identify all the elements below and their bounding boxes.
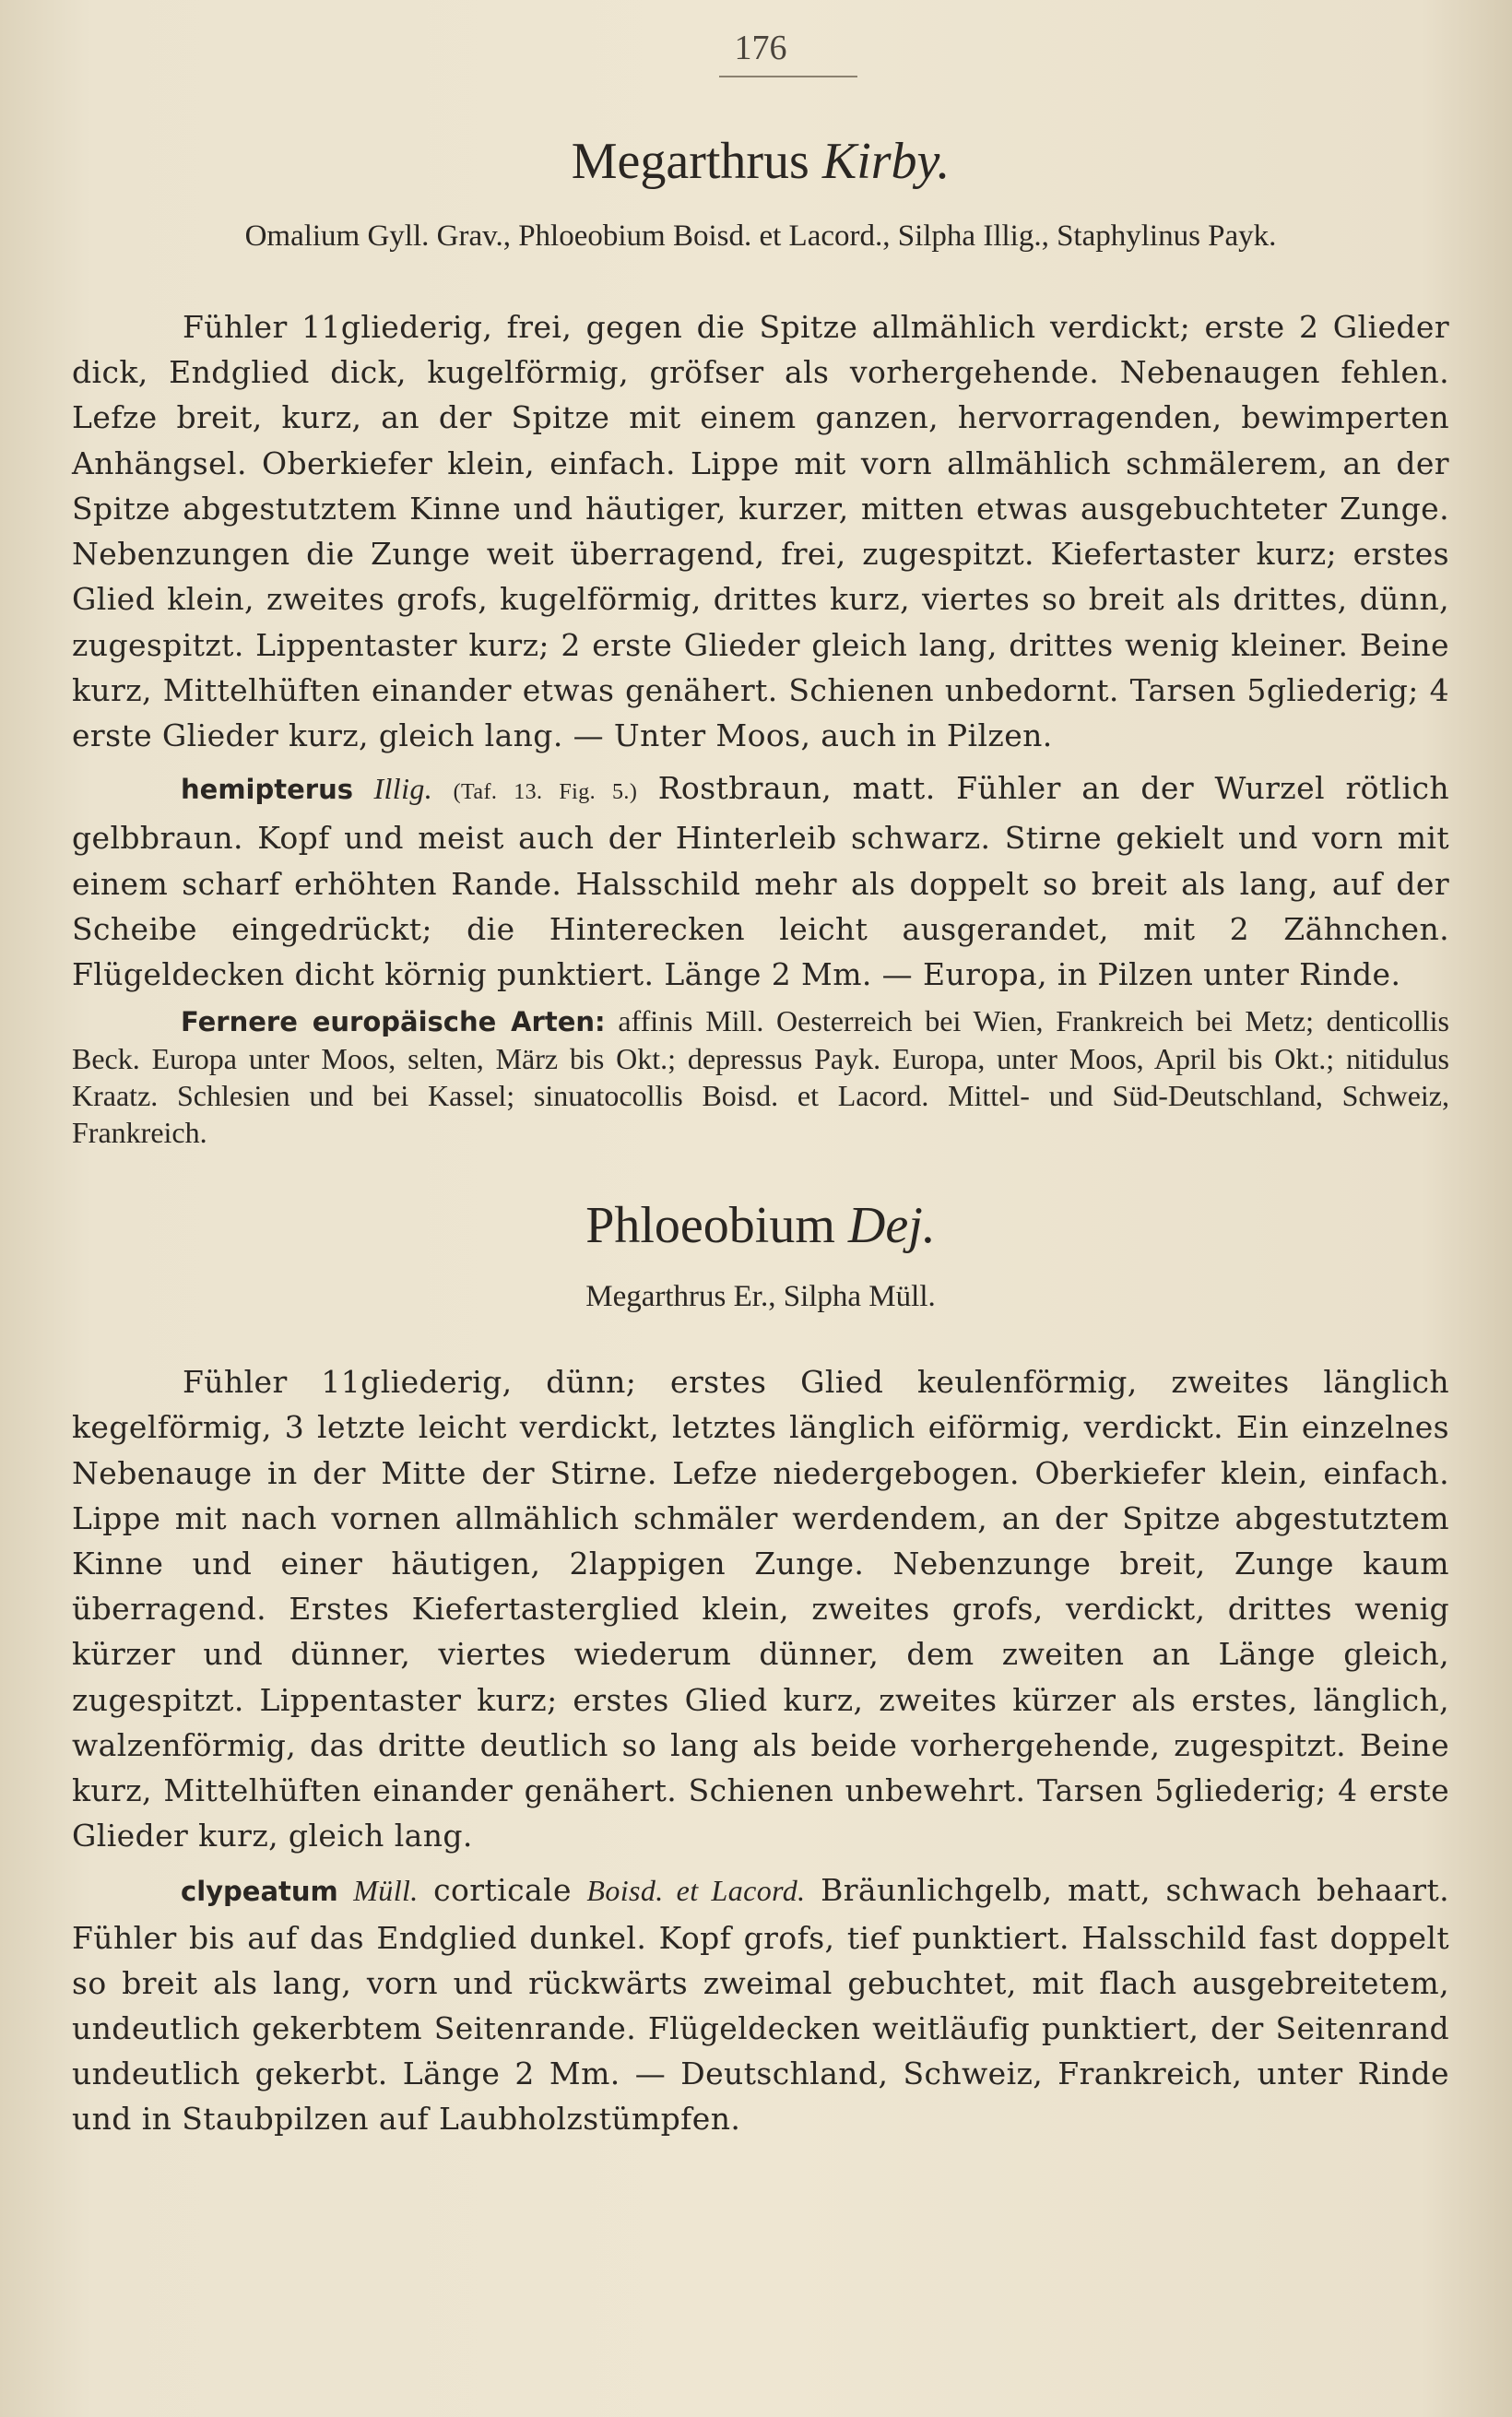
genus-author: Dej. (847, 1197, 936, 1255)
genus-heading (72, 1195, 1449, 1257)
further-species-lead: Fernere europäische Arten: (181, 1006, 606, 1038)
species-synonym: corticale (433, 1872, 572, 1909)
plate-reference: (Taf. 13. Fig. 5.) (453, 780, 638, 805)
further-species-text: affinis Mill. Oesterreich bei Wien, Frankreich bei Metz; denticollis Beck. Europa unter Moos, selten, März bis Okt.; depressus Payk. Europa, unter Moos, April bis Okt.; nitidulus Kraatz. Schlesien und bei Kassel; sinuatocollis Boisd. et Lacord. Mittel- und Süd-Deutschland, Schweiz, Frankreich. (72, 1004, 1449, 1150)
section-megarthrus (72, 131, 1449, 1151)
page-number: 176 (734, 29, 787, 67)
genus-synonyms: Megarthrus Er., Silpha Müll. (585, 1280, 936, 1314)
genus-synonyms: Omalium Gyll. Grav., Phloeobium Boisd. et Lacord., Silpha Illig., Staphylinus Payk. (244, 219, 1277, 254)
header-rule (719, 76, 857, 77)
species-author: Illig. (373, 772, 433, 806)
species-name: clypeatum (181, 1876, 338, 1908)
species-entry (72, 1867, 1449, 2141)
genus-name: Megarthrus (571, 133, 809, 190)
species-entry (72, 765, 1449, 997)
species-synonym-author: Boisd. et Lacord. (586, 1874, 806, 1908)
genus-name: Phloeobium (585, 1197, 835, 1255)
genus-author: Kirby. (821, 133, 951, 190)
section-phloeobium (72, 1195, 1449, 2142)
genus-description: Fühler 11gliederig, dünn; erstes Glied keulenförmig, zweites länglich kegelförmig, 3 letzte leicht verdickt, letztes länglich eiförmig, verdickt. Ein einzelnes Nebenauge in der Mitte der Stirne. Lefze niedergebogen. Oberkiefer klein, einfach. Lippe mit nach vornen allmählich schmäler werdendem, an der Spitze abgestutztem Kinne und einer häutigen, 2lappigen Zunge. Nebenzunge breit, Zunge kaum überragend. Erstes Kiefertasterglied klein, zweites grofs, verdickt, drittes wenig kürzer und dünner, viertes wiederum dünner, dem zweiten an Länge gleich, zugespitzt. Lippentaster kurz; erstes Glied kurz, zweites kürzer als erstes, länglich, walzenförmig, das dritte deutlich so lang als beide vorhergehende, zugespitzt. Beine kurz, Mittelhüften einander genähert. Schienen unbewehrt. Tarsen 5gliederig; 4 erste Glieder kurz, gleich lang. (72, 1364, 1449, 1854)
species-description: Rostbraun, matt. Fühler an der Wurzel rötlich gelbbraun. Kopf und meist auch der Hinterleib schwarz. Stirne gekielt und vorn mit einem scharf erhöhten Rande. Halsschild mehr als doppelt so breit als lang, auf der Scheibe eingedrückt; die Hinterecken leicht ausgerandet, mit 2 Zähnchen. Flügeldecken dicht körnig punktiert. Länge 2 Mm. — Europa, in Pilzen unter Rinde. (72, 770, 1449, 992)
further-species (72, 1002, 1449, 1151)
genus-description: Fühler 11gliederig, frei, gegen die Spitze allmählich verdickt; erste 2 Glieder dick, Endglied dick, kugelförmig, gröfser als vorhergehende. Nebenaugen fehlen. Lefze breit, kurz, an der Spitze mit einem ganzen, hervorragenden, bewimperten Anhängsel. Oberkiefer klein, einfach. Lippe mit vorn allmählich schmälerem, an der Spitze abgestutztem Kinne und häutiger, kurzer, mitten etwas ausgebuchteter Zunge. Nebenzungen die Zunge weit überragend, frei, zugespitzt. Kiefertaster kurz; erstes Glied klein, zweites grofs, kugelförmig, drittes kurz, viertes so breit als drittes, dünn, zugespitzt. Lippentaster kurz; 2 erste Glieder gleich lang, drittes wenig kleiner. Beine kurz, Mittelhüften einander etwas genähert. Schienen unbedornt. Tarsen 5gliederig; 4 erste Glieder kurz, gleich lang. — Unter Moos, auch in Pilzen. (72, 309, 1449, 753)
species-author: Müll. (353, 1874, 419, 1908)
species-name: hemipterus (181, 774, 353, 806)
species-description: Bräunlichgelb, matt, schwach behaart. Fühler bis auf das Endglied dunkel. Kopf grofs, tief punktiert. Halsschild fast doppelt so breit als lang, vorn und rückwärts zweimal gebuchtet, mit flach ausgebreitetem, undeutlich gekerbtem Seitenrande. Flügeldecken weitläufig punktiert, der Seitenrand undeutlich gekerbt. Länge 2 Mm. — Deutschland, Schweiz, Frankreich, unter Rinde und in Staubpilzen auf Laubholzstümpfen. (72, 1872, 1450, 2138)
genus-heading (72, 131, 1449, 193)
